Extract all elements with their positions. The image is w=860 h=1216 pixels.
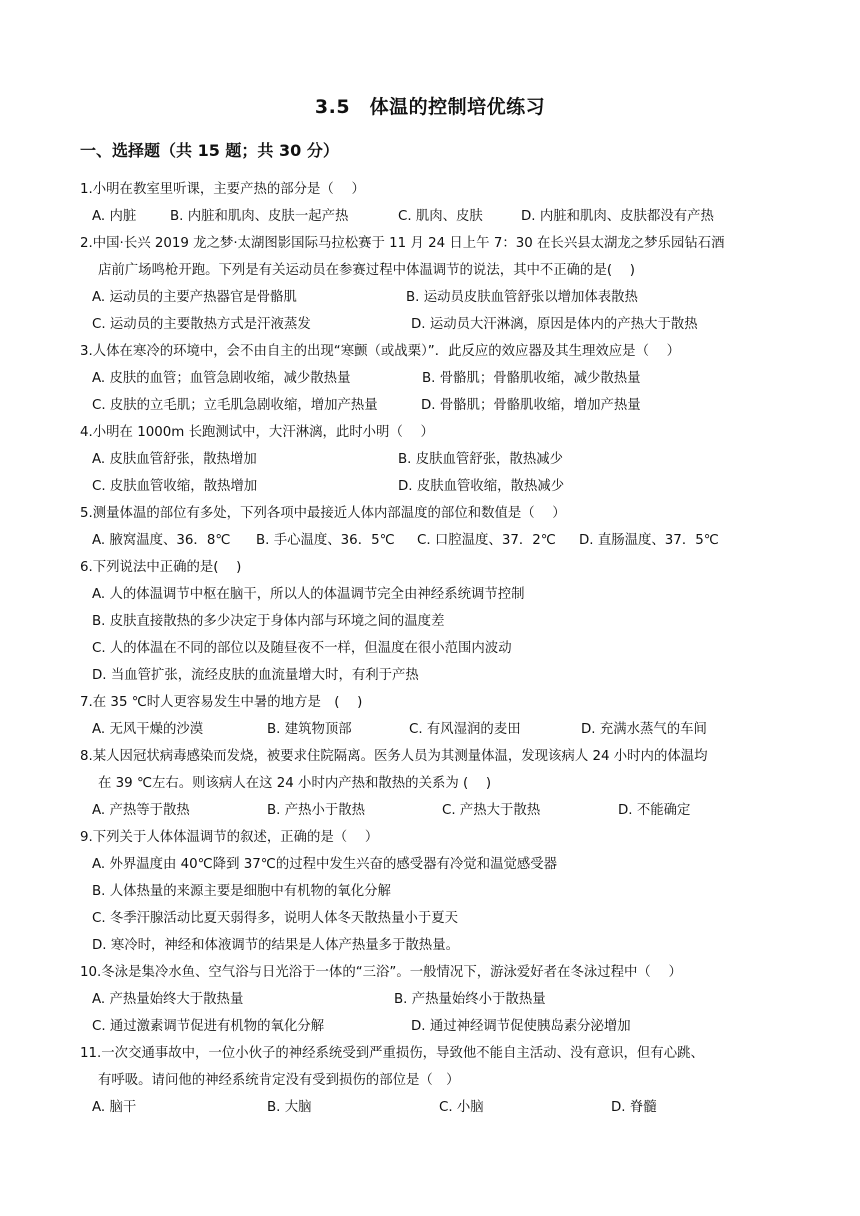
- option-a: A. 产热等于散热: [92, 803, 190, 818]
- option-c: C. 肌肉、皮肤: [398, 209, 483, 224]
- option-d: D. 寒冷时，神经和体液调节的结果是人体产热量多于散热量。: [92, 938, 459, 953]
- question-stem: 5.测量体温的部位有多处，下列各项中最接近人体内部温度的部位和数值是（ ）: [80, 506, 566, 521]
- option-row: [80, 284, 780, 311]
- option-d: D. 直肠温度、37．5℃: [579, 533, 719, 548]
- option-c: C. 皮肤的立毛肌；立毛肌急剧收缩，增加产热量: [92, 398, 378, 413]
- option-a: A. 运动员的主要产热器官是骨骼肌: [92, 290, 297, 305]
- option-d: D. 当血管扩张，流经皮肤的血流量增大时，有利于产热: [92, 668, 419, 683]
- option-b: B. 内脏和肌肉、皮肤一起产热: [170, 209, 349, 224]
- option-a: A. 人的体温调节中枢在脑干，所以人的体温调节完全由神经系统调节控制: [92, 587, 525, 602]
- option-row: [80, 311, 780, 338]
- option-a: A. 外界温度由 40℃降到 37℃的过程中发生兴奋的感受器有冷觉和温觉感受器: [92, 857, 558, 872]
- question-stem: [80, 230, 780, 284]
- option-c: C. 产热大于散热: [442, 803, 541, 818]
- option-row: [80, 905, 780, 932]
- page-title: 3.5 体温的控制培优练习: [314, 96, 546, 118]
- question-stem: 7.在 35 ℃时人更容易发生中暑的地方是 ( ): [80, 695, 363, 710]
- option-b: B. 产热量始终小于散热量: [394, 992, 546, 1007]
- section-heading: 一、选择题（共 15 题；共 30 分）: [80, 141, 339, 160]
- option-b: B. 产热小于散热: [267, 803, 366, 818]
- question-stem: [80, 1040, 780, 1094]
- question-list: [80, 176, 780, 1121]
- option-a: A. 皮肤的血管；血管急剧收缩，减少散热量: [92, 371, 351, 386]
- option-c: C. 小脑: [439, 1100, 484, 1115]
- option-b: B. 运动员皮肤血管舒张以增加体表散热: [406, 290, 638, 305]
- option-row: [80, 797, 780, 824]
- question-stem-continuation: 店前广场鸣枪开跑。下列是有关运动员在参赛过程中体温调节的说法，其中不正确的是( ): [98, 263, 635, 278]
- question-stem: 6.下列说法中正确的是( ): [80, 560, 242, 575]
- option-row: [80, 473, 780, 500]
- option-row: [80, 878, 780, 905]
- option-a: A. 内脏: [92, 209, 137, 224]
- option-row: [80, 527, 780, 554]
- option-c: C. 有风湿润的麦田: [409, 722, 521, 737]
- option-b: B. 骨骼肌；骨骼肌收缩，减少散热量: [422, 371, 641, 386]
- question-stem: 1.小明在教室里听课，主要产热的部分是（ ）: [80, 182, 365, 197]
- option-row: [80, 932, 780, 959]
- question-stem-line: 8.某人因冠状病毒感染而发烧，被要求住院隔离。医务人员为其测量体温，发现该病人 24 小时内的体温均: [80, 749, 708, 764]
- option-c: C. 运动员的主要散热方式是汗液蒸发: [92, 317, 311, 332]
- option-d: D. 充满水蒸气的车间: [581, 722, 707, 737]
- option-b: B. 大脑: [267, 1100, 312, 1115]
- option-c: C. 人的体温在不同的部位以及随昼夜不一样，但温度在很小范围内波动: [92, 641, 512, 656]
- option-row: [80, 986, 780, 1013]
- option-row: [80, 1013, 780, 1040]
- option-a: A. 腋窝温度、36．8℃: [92, 533, 231, 548]
- option-a: A. 产热量始终大于散热量: [92, 992, 244, 1007]
- option-row: [80, 608, 780, 635]
- option-row: [80, 365, 780, 392]
- option-row: [80, 1094, 780, 1121]
- option-row: [80, 635, 780, 662]
- question-stem: 3.人体在寒冷的环境中，会不由自主的出现“寒颤（或战栗）”．此反应的效应器及其生理效应是（ ）: [80, 344, 681, 359]
- option-b: B. 建筑物顶部: [267, 722, 352, 737]
- option-d: D. 内脏和肌肉、皮肤都没有产热: [521, 209, 714, 224]
- question-stem: 10.冬泳是集冷水鱼、空气浴与日光浴于一体的“三浴”。一般情况下，游泳爱好者在冬泳过程中（ ）: [80, 965, 682, 980]
- question-stem: [80, 743, 780, 797]
- option-a: A. 无风干燥的沙漠: [92, 722, 204, 737]
- option-row: [80, 581, 780, 608]
- option-a: A. 脑干: [92, 1100, 137, 1115]
- option-c: C. 皮肤血管收缩，散热增加: [92, 479, 258, 494]
- option-row: [80, 392, 780, 419]
- option-d: D. 运动员大汗淋漓，原因是体内的产热大于散热: [411, 317, 698, 332]
- option-row: [80, 662, 780, 689]
- question-stem: 9.下列关于人体体温调节的叙述，正确的是（ ）: [80, 830, 379, 845]
- option-d: D. 脊髓: [611, 1100, 657, 1115]
- option-row: [80, 203, 780, 230]
- option-d: D. 不能确定: [618, 803, 691, 818]
- option-row: [80, 716, 780, 743]
- option-d: D. 通过神经调节促使胰岛素分泌增加: [411, 1019, 631, 1034]
- option-b: B. 皮肤血管舒张，散热减少: [398, 452, 563, 467]
- option-c: C. 口腔温度、37．2℃: [417, 533, 556, 548]
- question-stem: 4.小明在 1000m 长跑测试中，大汗淋漓，此时小明（ ）: [80, 425, 434, 440]
- option-row: [80, 446, 780, 473]
- option-b: B. 皮肤直接散热的多少决定于身体内部与环境之间的温度差: [92, 614, 445, 629]
- option-d: D. 皮肤血管收缩，散热减少: [398, 479, 565, 494]
- option-a: A. 皮肤血管舒张，散热增加: [92, 452, 257, 467]
- option-c: C. 通过激素调节促进有机物的氧化分解: [92, 1019, 325, 1034]
- option-b: B. 手心温度、36．5℃: [256, 533, 395, 548]
- question-stem-line: 2.中国·长兴 2019 龙之梦·太湖图影国际马拉松赛于 11 月 24 日上午 7：30 在长兴县太湖龙之梦乐园钻石酒: [80, 236, 725, 251]
- question-stem-line: 11.一次交通事故中，一位小伙子的神经系统受到严重损伤，导致他不能自主活动、没有意识，但有心跳、: [80, 1046, 704, 1061]
- question-stem-continuation: 在 39 ℃左右。则该病人在这 24 小时内产热和散热的关系为 ( ): [98, 776, 492, 791]
- question-stem-continuation: 有呼吸。请问他的神经系统肯定没有受到损伤的部位是（ ）: [98, 1073, 460, 1088]
- option-c: C. 冬季汗腺活动比夏天弱得多，说明人体冬天散热量小于夏天: [92, 911, 459, 926]
- option-d: D. 骨骼肌；骨骼肌收缩，增加产热量: [421, 398, 641, 413]
- option-b: B. 人体热量的来源主要是细胞中有机物的氧化分解: [92, 884, 391, 899]
- option-row: [80, 851, 780, 878]
